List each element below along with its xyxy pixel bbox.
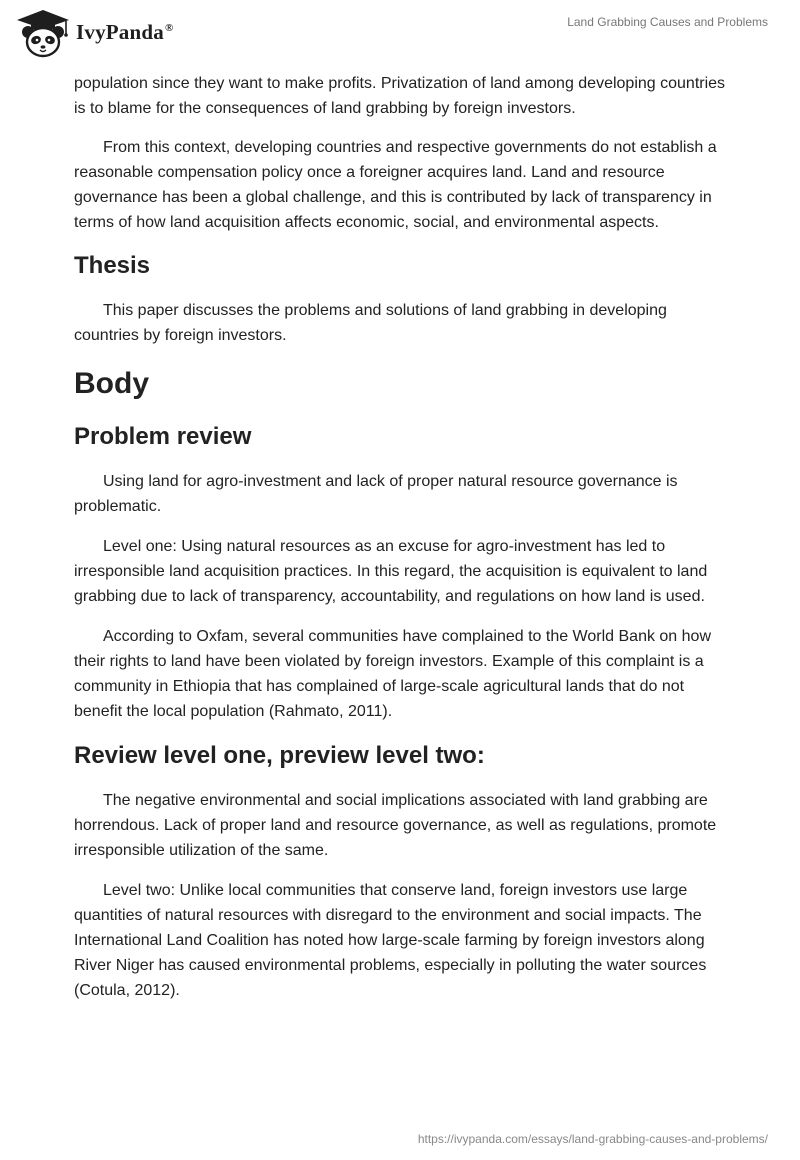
paragraph-continuation: population since they want to make profits. Privatization of land among developing countries is to blame for the consequences of land grabbing by foreign investors.	[74, 75, 726, 117]
logo-wordmark	[76, 20, 173, 45]
paragraph-level-two: Level two: Unlike local communities that conserve land, foreign investors use large quantities of natural resources with disregard to the environment and social impacts. The International Land Coalition has noted how large-scale farming by foreign investors along River Niger has caused environmental problems, especially in polluting the water sources (Cotula, 2012).	[74, 882, 707, 999]
paragraph-implications: The negative environmental and social implications associated with land grabbing are horrendous. Lack of proper land and resource governance, as well as regulations, promote irresponsible utilization of the same.	[74, 792, 717, 859]
paragraph-oxfam: According to Oxfam, several communities have complained to the World Bank on how their rights to land have been violated by foreign investors. Example of this complaint is a community in Ethiopia that has complained of large-scale agricultural lands that do not benefit the local population (Rahmato, 2011).	[74, 628, 711, 720]
paragraph-level-one: Level one: Using natural resources as an excuse for agro-investment has led to irresponsible land acquisition practices. In this regard, the acquisition is equivalent to land grabbing due to lack of transparency, accountability, and regulations on how land is used.	[74, 538, 708, 605]
panda-logo-icon	[14, 8, 72, 58]
source-url[interactable]: https://ivypanda.com/essays/land-grabbing-causes-and-problems/	[417, 1132, 768, 1146]
ivypanda-logo[interactable]	[14, 8, 173, 58]
paragraph-context: From this context, developing countries and respective governments do not establish a reasonable compensation policy once a foreigner acquires land. Land and resource governance has been a global challenge, and this is contributed by lack of transparency in terms of how land acquisition affects economic, social, and environmental aspects.	[74, 139, 717, 231]
paragraph-problem: Using land for agro-investment and lack of proper natural resource governance is problematic.	[74, 473, 678, 515]
paragraph-thesis: This paper discusses the problems and solutions of land grabbing in developing countries by foreign investors.	[74, 302, 667, 344]
registered-mark: ®	[164, 21, 174, 34]
essay-content	[74, 71, 734, 1003]
heading-problem-review: Problem review	[74, 423, 252, 450]
logo-text: IvyPanda	[76, 19, 164, 44]
heading-body: Body	[74, 367, 149, 400]
heading-thesis: Thesis	[74, 252, 151, 279]
heading-review-level-one: Review level one, preview level two:	[74, 742, 485, 769]
page-header	[0, 0, 800, 64]
running-title: Land Grabbing Causes and Problems	[567, 15, 768, 29]
